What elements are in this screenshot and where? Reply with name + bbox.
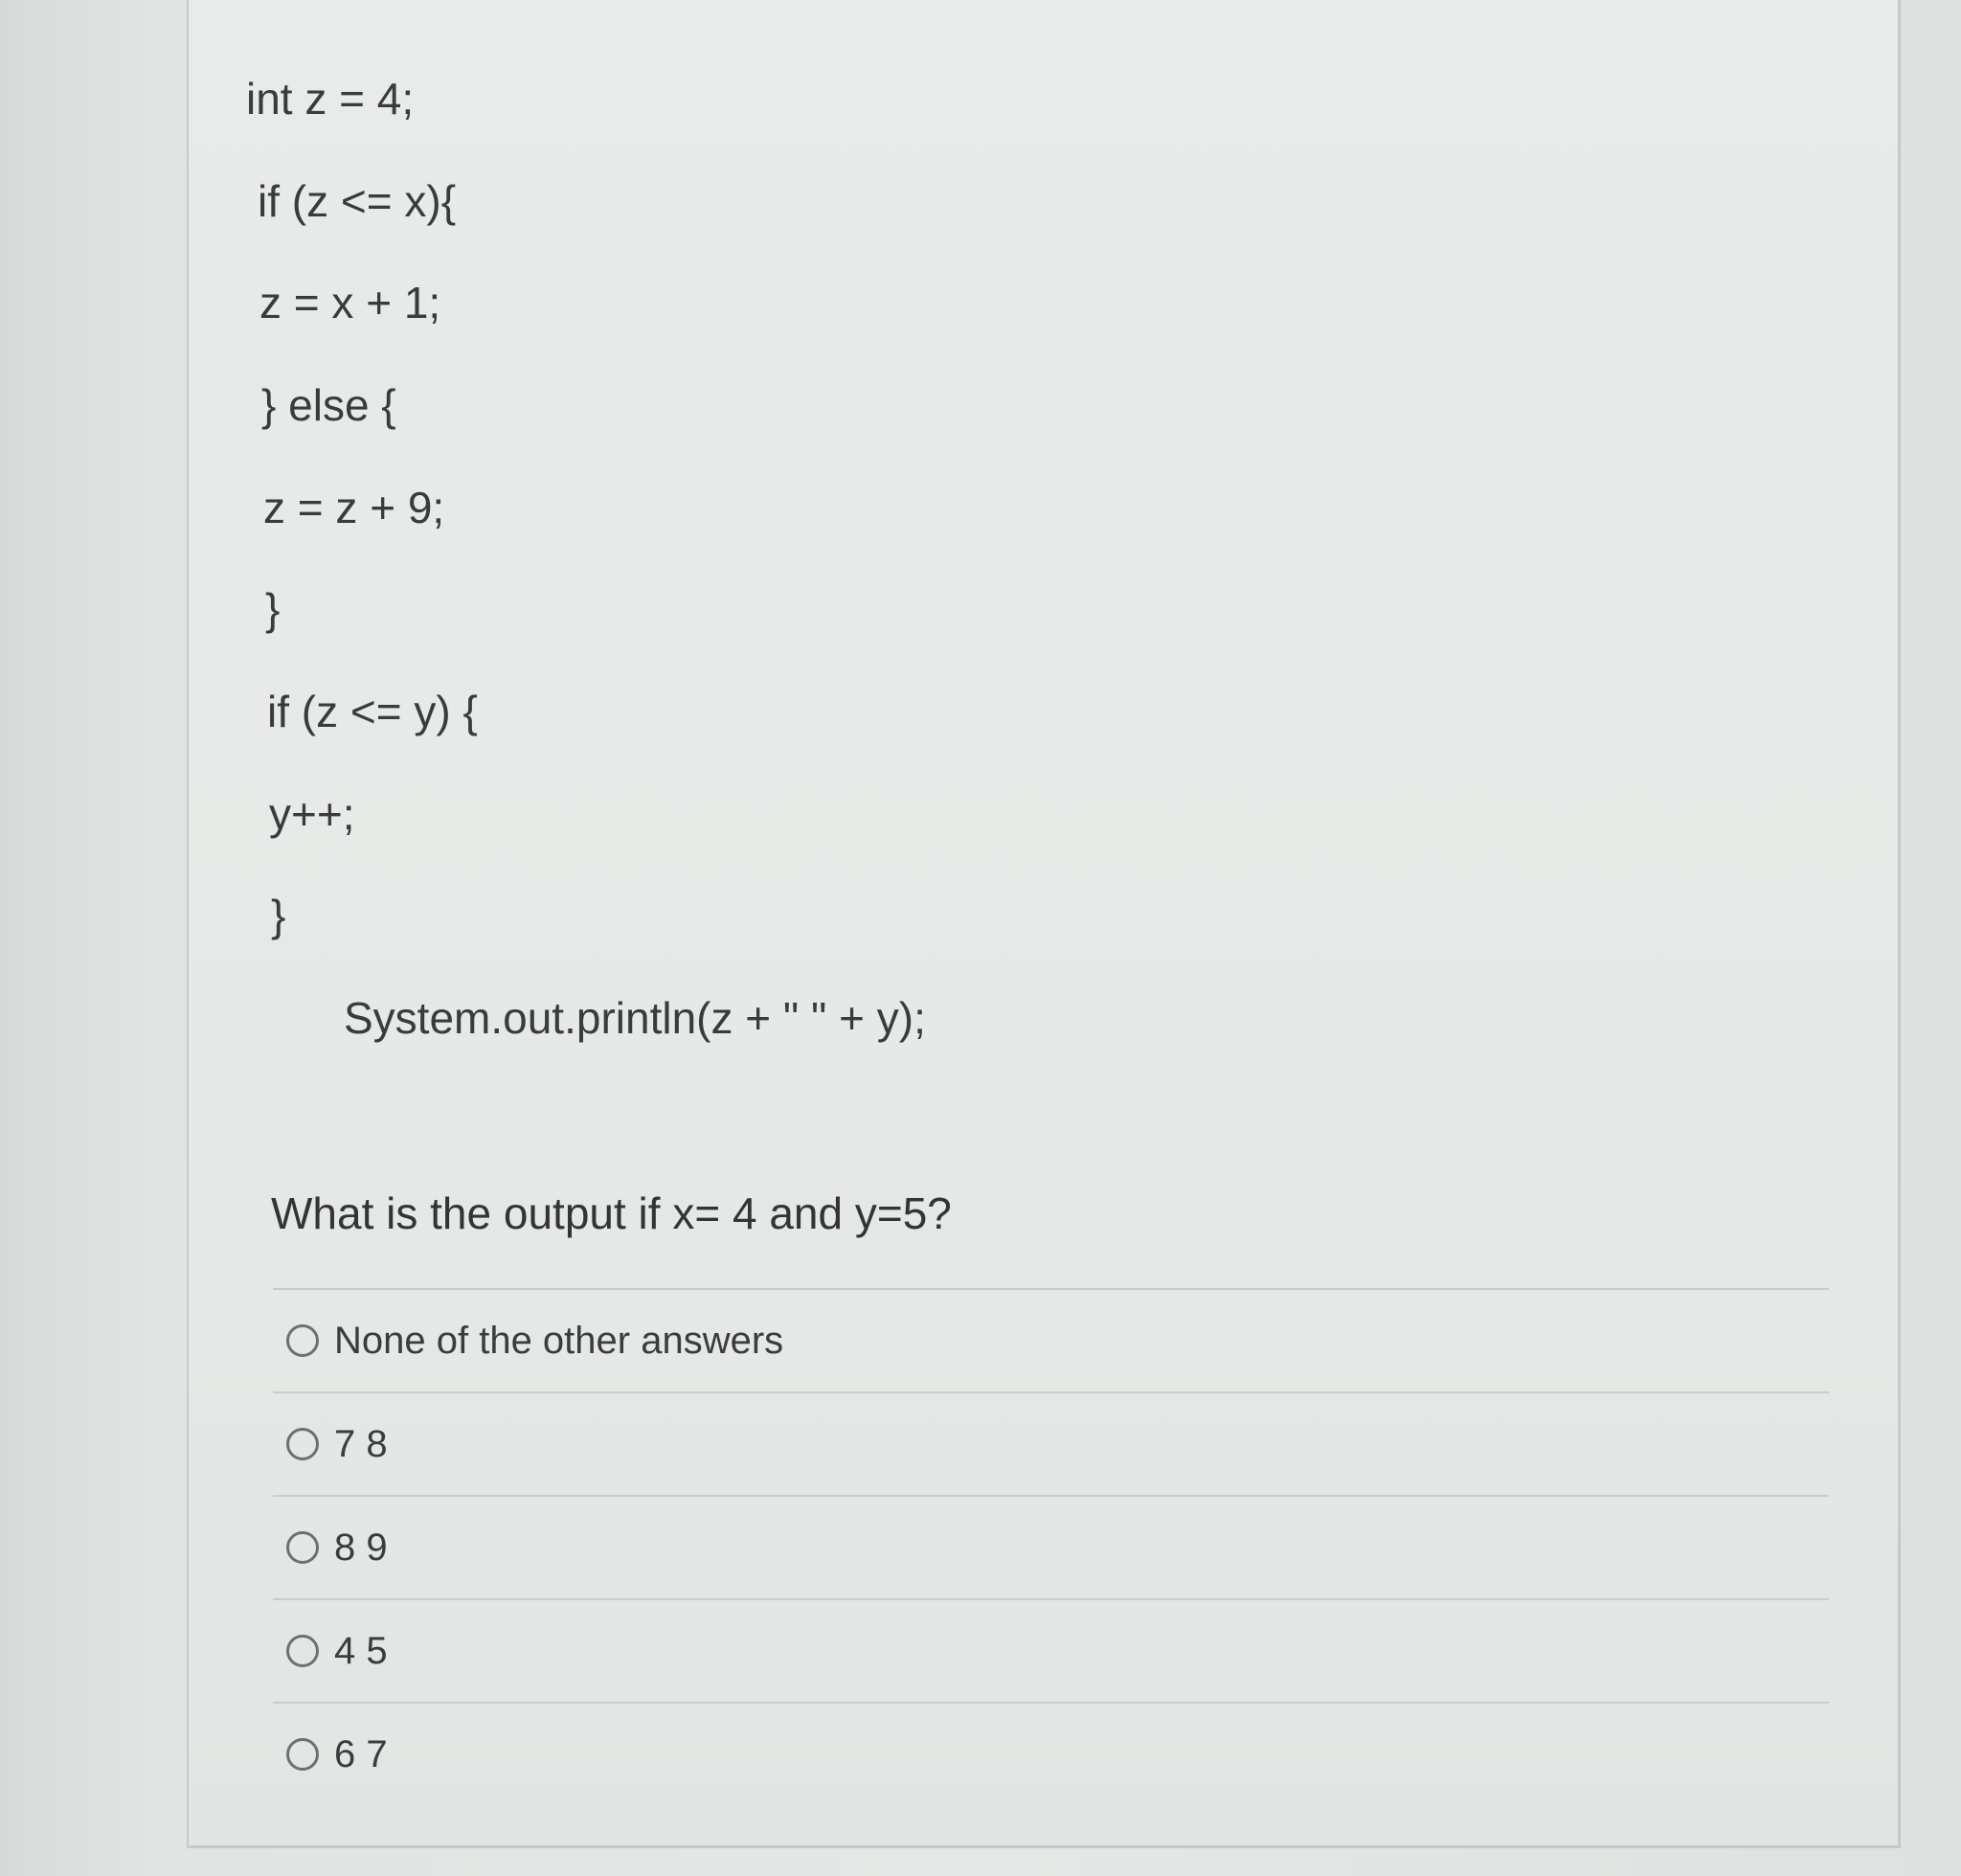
code-line-3: z = x + 1;: [259, 278, 441, 328]
answer-label: 8 9: [334, 1526, 388, 1569]
code-line-5: z = z + 9;: [263, 483, 445, 532]
answer-option-7-8[interactable]: [273, 1393, 1829, 1497]
answer-option-none[interactable]: [273, 1290, 1829, 1393]
radio-button-icon[interactable]: [286, 1531, 319, 1564]
answer-option-4-5[interactable]: [273, 1600, 1829, 1704]
code-line-6: }: [265, 584, 281, 634]
quiz-question-card: [187, 0, 1901, 1848]
answer-label: None of the other answers: [334, 1319, 784, 1362]
radio-button-icon[interactable]: [286, 1324, 319, 1357]
code-line-9: }: [271, 891, 286, 940]
answer-option-6-7[interactable]: [273, 1704, 1829, 1805]
code-line-2: if (z <= x){: [258, 176, 457, 226]
code-line-10: System.out.println(z + " " + y);: [344, 993, 926, 1043]
radio-button-icon[interactable]: [286, 1738, 319, 1771]
answer-option-8-9[interactable]: [273, 1497, 1829, 1600]
answer-list: [273, 1288, 1829, 1805]
answer-label: 7 8: [334, 1422, 388, 1465]
code-line-1: int z = 4;: [246, 74, 415, 124]
code-line-4: } else {: [261, 380, 396, 430]
answer-label: 6 7: [334, 1732, 388, 1775]
code-line-7: if (z <= y) {: [267, 687, 478, 736]
radio-button-icon[interactable]: [286, 1428, 319, 1460]
radio-button-icon[interactable]: [286, 1635, 319, 1667]
answer-label: 4 5: [334, 1629, 388, 1672]
question-text: What is the output if x= 4 and y=5?: [271, 1188, 952, 1238]
code-line-8: y++;: [269, 789, 355, 839]
